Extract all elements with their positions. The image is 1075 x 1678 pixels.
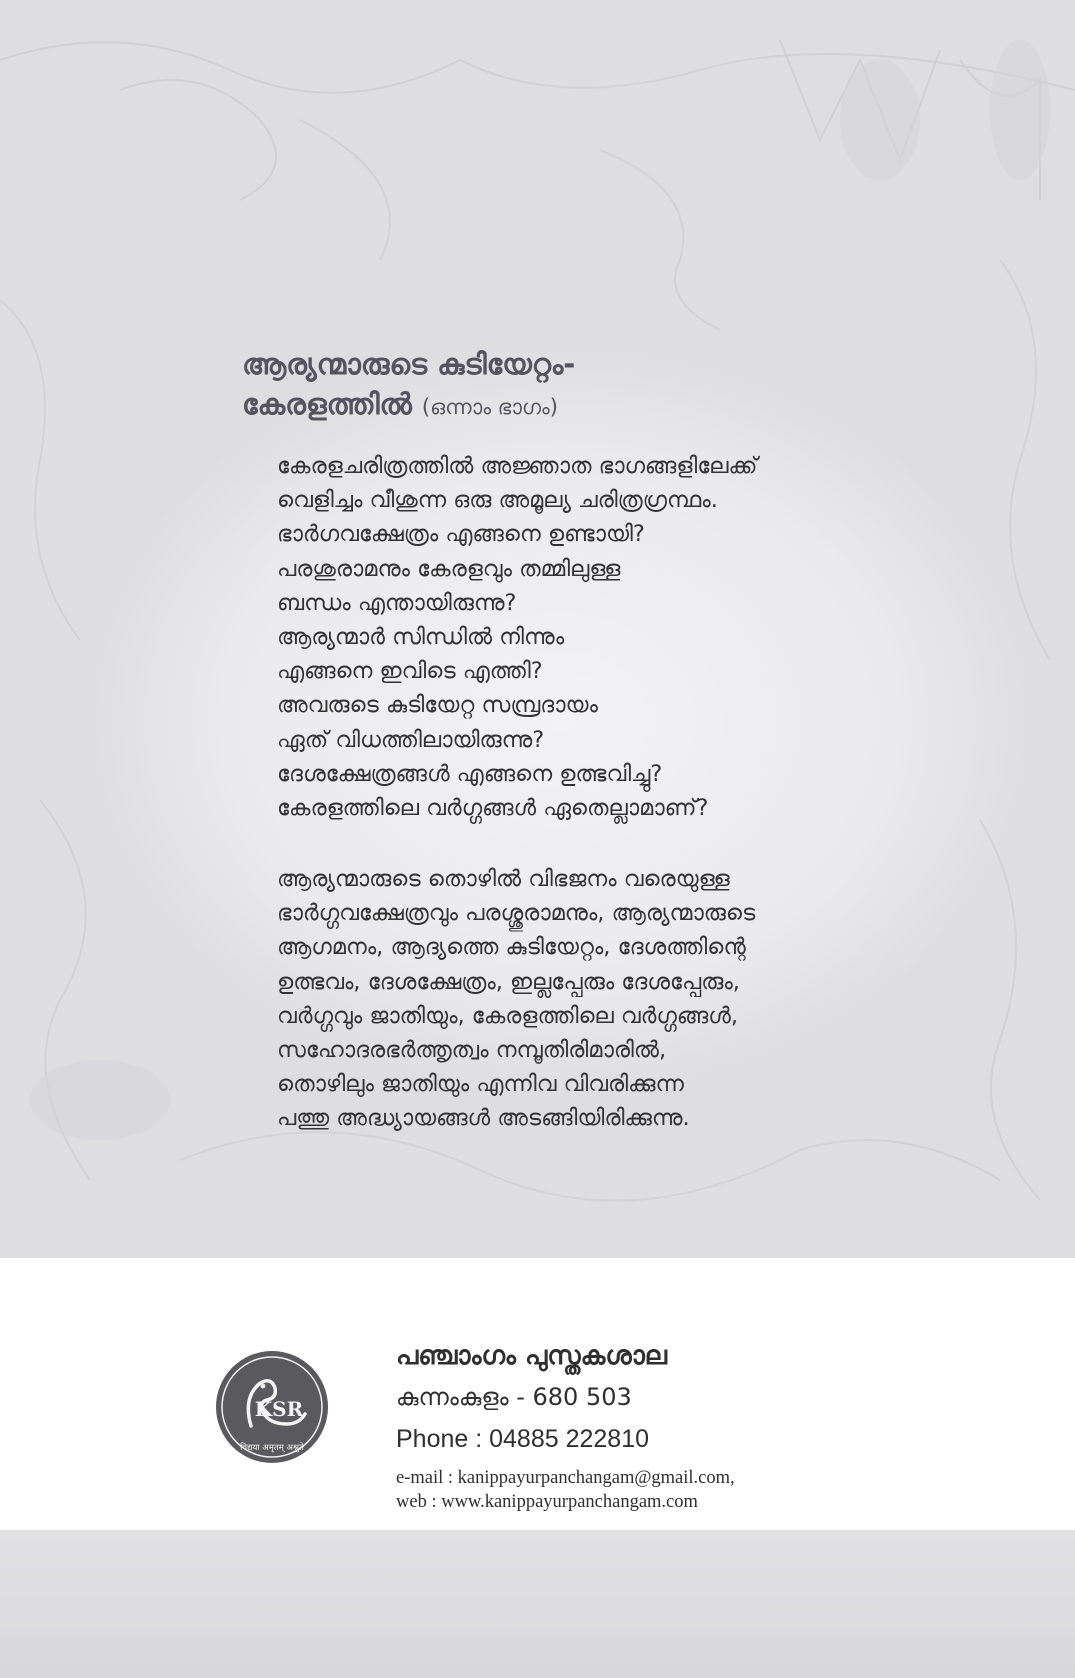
text-line: എങ്ങനെ ഇവിടെ എത്തി? (277, 658, 543, 685)
text-line: ഭാർഗവക്ഷേത്രം എങ്ങനെ ഉണ്ടായി? (277, 521, 645, 548)
logo-motto: विद्यया अमृतम् अश्नुते (240, 1443, 304, 1453)
bottom-pattern (0, 1530, 1075, 1678)
text-line: പത്തു അദ്ധ്യായങ്ങൾ അടങ്ങിയിരിക്കുന്നു. (277, 1105, 690, 1132)
text-line: ആര്യന്മാർ സിന്ധിൽ നിന്നും (277, 624, 565, 651)
text-line: സഹോദരഭർത്തൃത്വം നമ്പൂതിരിമാരിൽ, (277, 1037, 667, 1064)
text-line: ഏത് വിധത്തിലായിരുന്നു? (277, 726, 545, 753)
title-line-1: ആര്യന്മാരുടെ കുടിയേറ്റം- (242, 347, 576, 381)
text-line: ദേശക്ഷേത്രങ്ങൾ എങ്ങനെ ഉത്ഭവിച്ചു? (277, 760, 663, 787)
publisher-phone: Phone : 04885 222810 (396, 1425, 650, 1453)
text-line: പരശുരാമനും കേരളവും തമ്മിലുള്ള (277, 555, 621, 582)
text-line: കേരളത്തിലെ വർഗ്ഗങ്ങൾ ഏതെല്ലാമാണ്? (277, 795, 709, 822)
text-line: ഭാർഗ്ഗവക്ഷേത്രവും പരശ്ശുരാമനും, ആര്യന്മാരുടെ (277, 900, 756, 927)
text-line: വർഗ്ഗവും ജാതിയും, കേരളത്തിലെ വർഗ്ഗങ്ങൾ, (277, 1002, 739, 1029)
description-paragraph-2 (277, 862, 977, 1136)
publisher-logo (213, 1348, 331, 1466)
text-line: തൊഴിലും ജാതിയും എന്നിവ വിവരിക്കുന്ന (277, 1071, 684, 1098)
publisher-name: പഞ്ചാംഗം പുസ്തകശാല (396, 1341, 667, 1371)
title-part-label: (ഒന്നാം ഭാഗം) (421, 395, 558, 419)
title-line-2 (242, 384, 942, 427)
text-line: വെളിച്ചം വീശുന്ന ഒരു അമൂല്യ ചരിത്രഗ്രന്ഥം. (277, 487, 718, 514)
text-line: ഉത്ഭവം, ദേശക്ഷേത്രം, ഇല്ലപ്പേരും ദേശപ്പേരും, (277, 968, 740, 995)
text-line: ആര്യന്മാരുടെ തൊഴിൽ വിഭജനം വരെയുള്ള (277, 866, 730, 892)
title-line-2-main: കേരളത്തിൽ (242, 387, 412, 421)
description-paragraph-1 (277, 449, 977, 825)
publisher-web: web : www.kanippayurpanchangam.com (396, 1492, 698, 1512)
publisher-email: e-mail : kanippayurpanchangam@gmail.com, (396, 1468, 735, 1488)
publisher-address: കുന്നംകുളം - 680 503 (396, 1383, 632, 1411)
text-line: ബന്ധം എന്തായിരുന്നു? (277, 589, 517, 616)
logo-letters: KSR (254, 1397, 304, 1421)
text-line: അവരുടെ കുടിയേറ്റ സമ്പ്രദായം (277, 692, 598, 719)
publisher-info (396, 1336, 1036, 1514)
text-line: കേരളചരിത്രത്തിൽ അജ്ഞാത ഭാഗങ്ങളിലേക്ക് (277, 453, 758, 479)
text-line: ആഗമനം, ആദ്യത്തെ കുടിയേറ്റം, ദേശത്തിന്റെ (277, 934, 746, 961)
book-title (242, 344, 942, 427)
